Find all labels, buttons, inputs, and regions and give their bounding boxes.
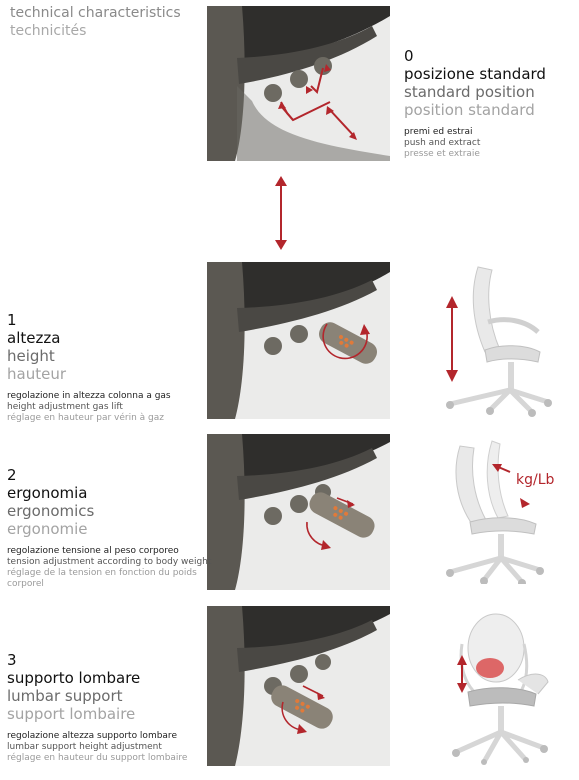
header-title: technical characteristics <box>10 5 181 21</box>
title-english: ergonomics <box>7 502 95 520</box>
desc-french: presse et extraie <box>404 149 480 159</box>
title-french: position standard <box>404 101 535 119</box>
title-french: support lombaire <box>7 705 136 723</box>
desc-french: réglage de la tension en fonction du poids corporel <box>7 568 197 589</box>
desc-english: lumbar support height adjustment <box>7 742 162 752</box>
section-number: 2 <box>7 466 17 484</box>
mechanism-photo-standard <box>207 6 390 161</box>
title-english: height <box>7 347 55 365</box>
desc-french: réglage en hauteur du support lombaire <box>7 753 188 763</box>
section-3-text <box>7 652 187 764</box>
chair-illustration-ergonomics <box>440 436 570 588</box>
chair-illustration-lumbar <box>448 610 573 769</box>
title-italian: supporto lombare <box>7 669 141 687</box>
desc-italian: premi ed estrai <box>404 127 473 137</box>
chair-weight-label: kg/Lb <box>516 472 555 488</box>
section-number: 0 <box>404 47 414 65</box>
title-english: lumbar support <box>7 687 123 705</box>
title-italian: ergonomia <box>7 484 88 502</box>
section-number: 1 <box>7 311 17 329</box>
section-number: 3 <box>7 651 17 669</box>
desc-italian: regolazione tensione al peso corporeo <box>7 546 179 556</box>
double-arrow-icon <box>274 176 288 254</box>
section-0-text <box>404 48 546 160</box>
section-2-text <box>7 467 211 590</box>
title-french: ergonomie <box>7 520 88 538</box>
page-header <box>10 4 181 40</box>
title-french: hauteur <box>7 365 66 383</box>
desc-french: réglage en hauteur par vérin à gaz <box>7 413 164 423</box>
title-english: standard position <box>404 83 535 101</box>
section-1-text <box>7 312 171 424</box>
chair-illustration-height <box>430 262 560 421</box>
desc-english: height adjustment gas lift <box>7 402 123 412</box>
mechanism-photo-lumbar <box>207 606 390 766</box>
mechanism-photo-ergonomics <box>207 434 390 590</box>
desc-english: push and extract <box>404 138 481 148</box>
title-italian: posizione standard <box>404 65 546 83</box>
header-subtitle: technicités <box>10 23 87 39</box>
desc-english: tension adjustment according to body weight <box>7 557 212 567</box>
desc-italian: regolazione altezza supporto lombare <box>7 731 177 741</box>
desc-italian: regolazione in altezza colonna a gas <box>7 391 171 401</box>
mechanism-photo-height <box>207 262 390 419</box>
title-italian: altezza <box>7 329 61 347</box>
